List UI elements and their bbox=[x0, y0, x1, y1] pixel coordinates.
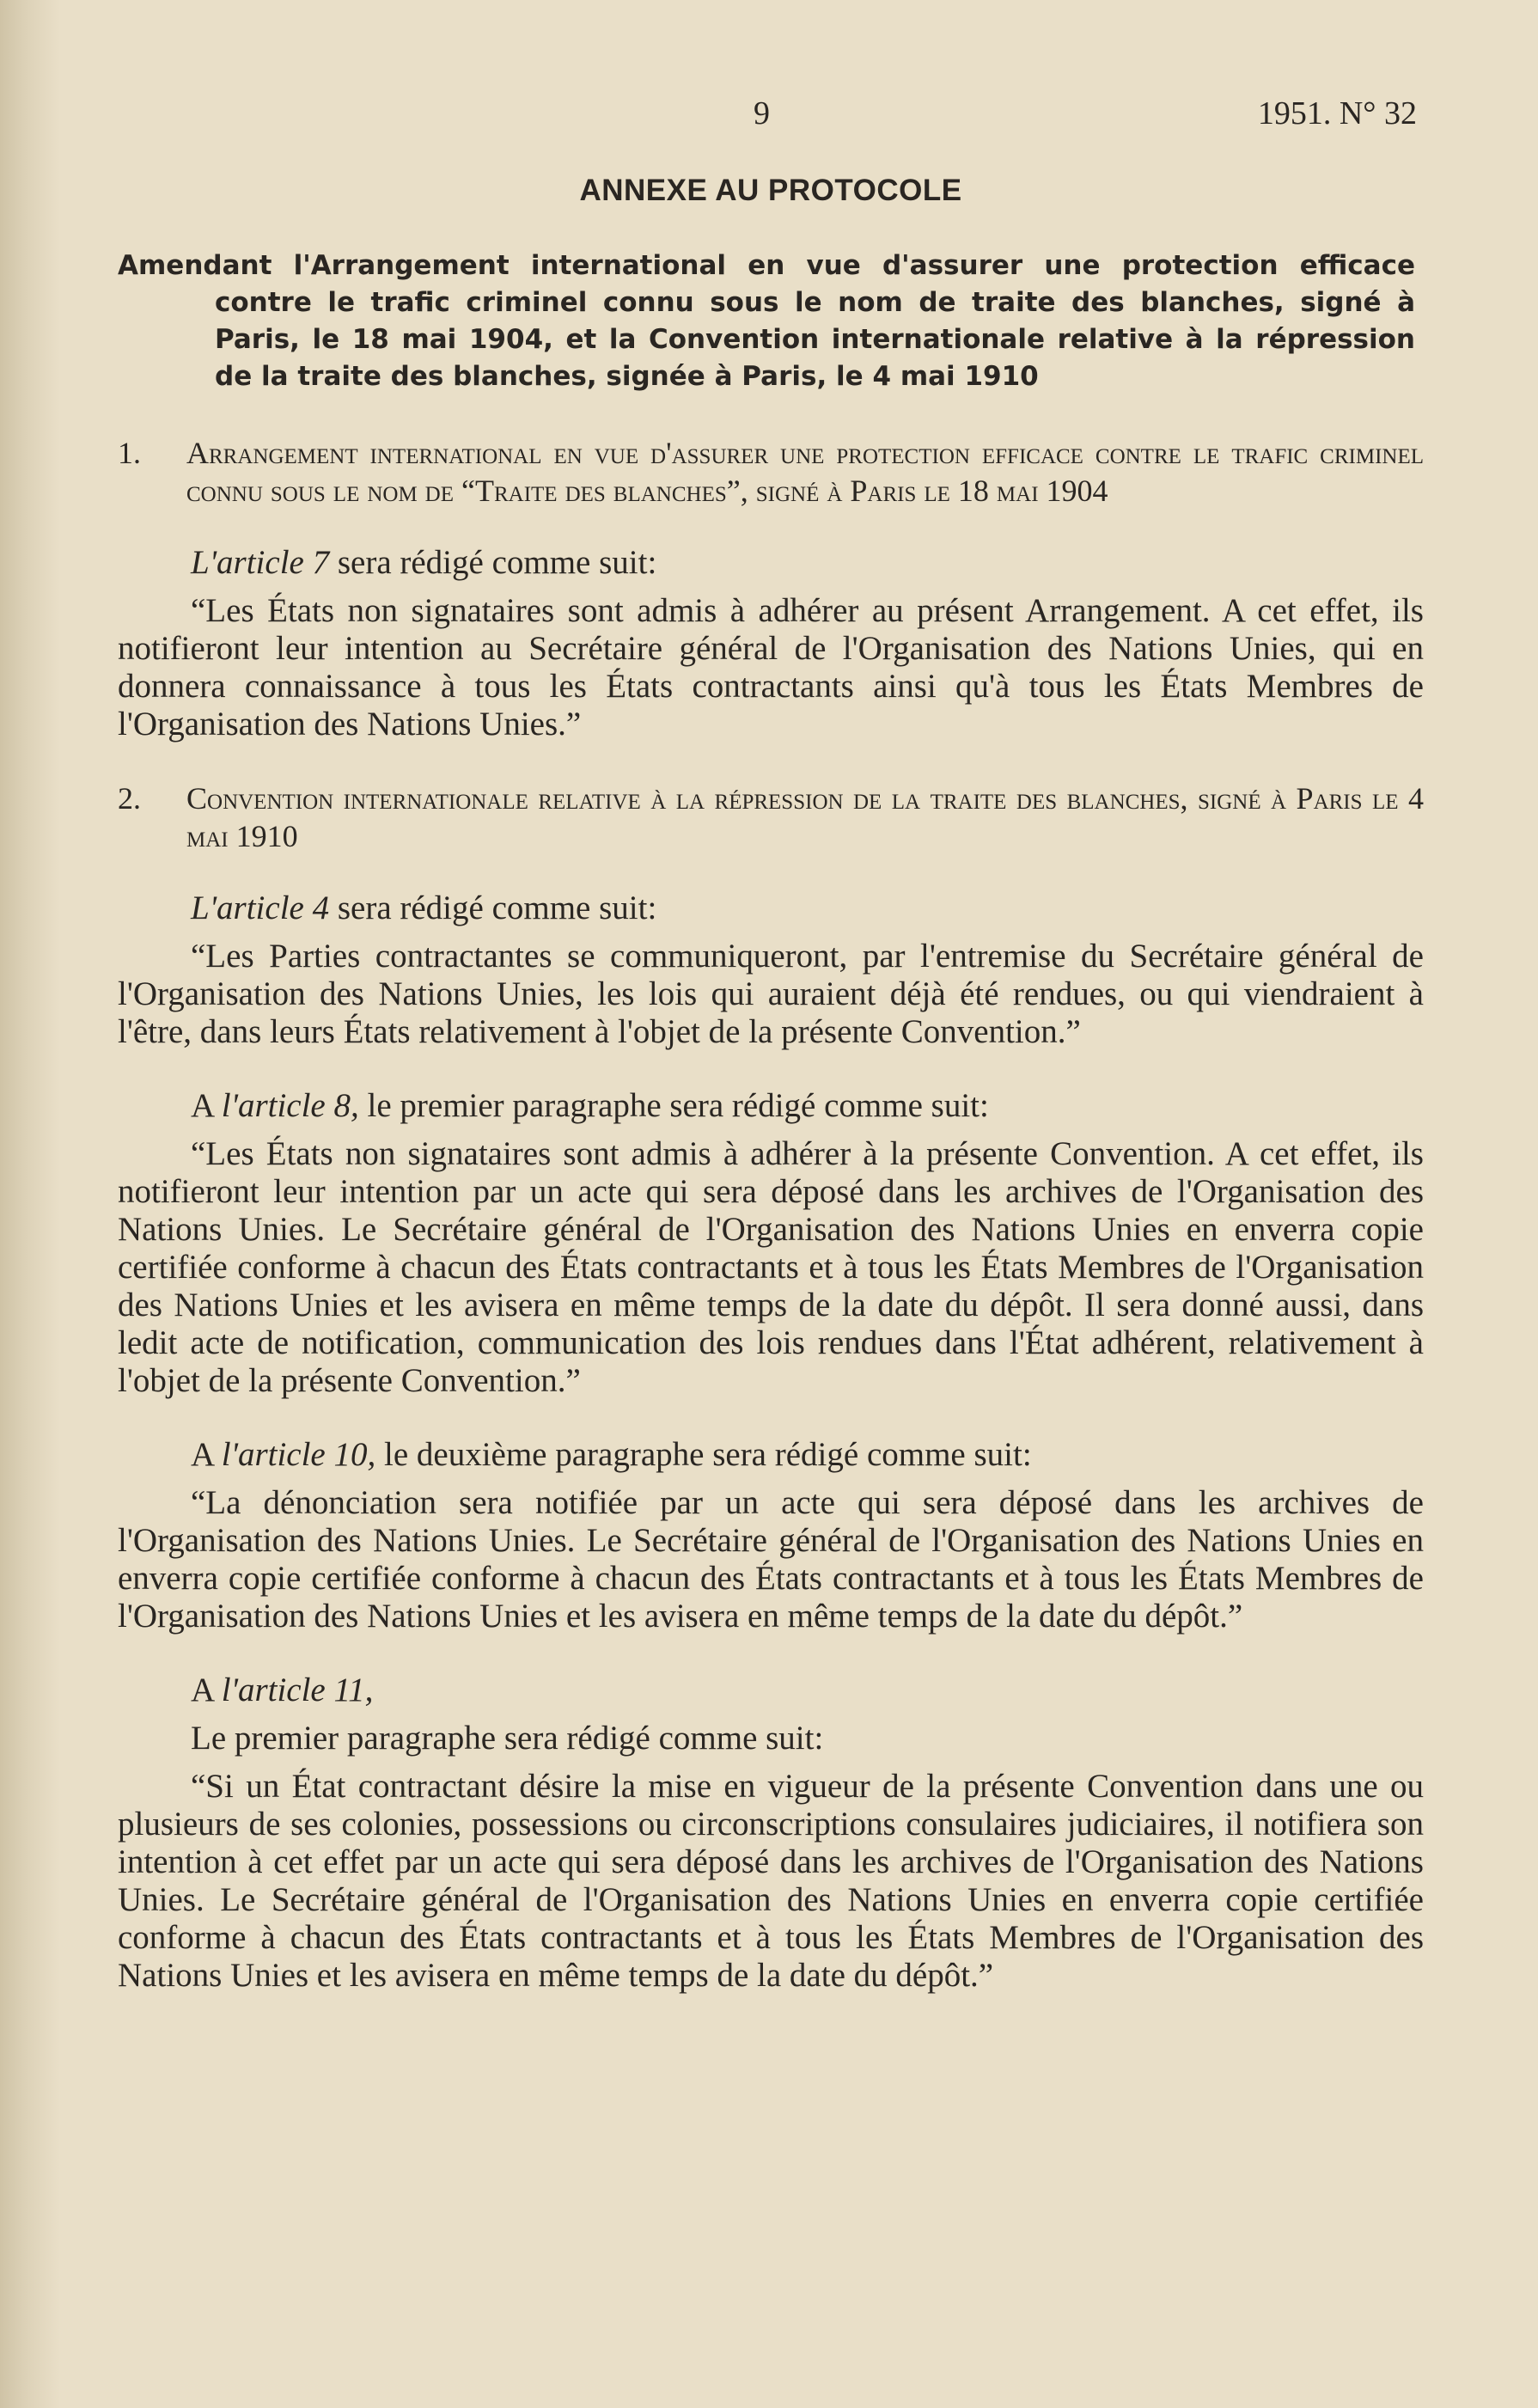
section-1-title: Arrangement international en vue d'assurer une protection efficace contre le trafic criminel connu sous le nom de “Traite des blanches”, signé à Paris le 18 mai 1904 bbox=[186, 436, 1424, 508]
section-2-title: Convention internationale relative à la répression de la traite des blanches, signé à Paris le 4 mai 1910 bbox=[186, 781, 1424, 853]
article-8-quote: “Les États non signataires sont admis à adhérer à la présente Convention. A cet effet, ils notifieront leur intention par un acte qui sera déposé dans les archives de l'Organisation des Nations Unies. Le Secrétaire général de l'Organisation des Nations Unies en enverra copie certifiée conforme à chacun des États contractants et à tous les États Membres de l'Organisation des Nations Unies et les avisera en même temps de la date du dépôt. Il sera donné aussi, dans ledit acte de notification, communication des lois rendues dans l'État adhérent, relativement à l'objet de la présente Convention.” bbox=[118, 1135, 1424, 1399]
article-10-prefix: A bbox=[191, 1436, 222, 1473]
article-8-ref: l'article 8, bbox=[221, 1087, 359, 1124]
article-8-prefix: A bbox=[191, 1087, 222, 1124]
document-body bbox=[118, 434, 1424, 1995]
article-7-rest: sera rédigé comme suit: bbox=[329, 544, 657, 581]
article-10-ref: l'article 10, bbox=[221, 1436, 376, 1473]
article-10-quote: “La dénonciation sera notifiée par un acte qui sera déposé dans les archives de l'Organisation des Nations Unies. Le Secrétaire général de l'Organisation des Nations Unies en enverra copie certifiée conforme à chacun des États contractants et à tous les États Membres de l'Organisation des Nations Unies et les avisera en même temps de la date du dépôt.” bbox=[118, 1484, 1424, 1635]
article-11-prefix: A bbox=[191, 1672, 222, 1708]
article-8-rest: le premier paragraphe sera rédigé comme suit: bbox=[358, 1087, 989, 1124]
article-4-ref: L'article 4 bbox=[191, 889, 330, 926]
article-4-rest: sera rédigé comme suit: bbox=[329, 889, 657, 926]
section-2-heading bbox=[118, 779, 1424, 855]
section-1-article-intro bbox=[118, 544, 1424, 582]
article-7-quote: “Les États non signataires sont admis à adhérer au présent Arrangement. A cet effet, ils notifieront leur intention au Secrétaire général de l'Organisation des Nations Unies, qui en donnera connaissance à tous les États contractants ainsi qu'à tous les États Membres de l'Organisation des Nations Unies.” bbox=[118, 592, 1424, 743]
article-11-intro bbox=[118, 1672, 1424, 1709]
page-header bbox=[118, 95, 1424, 138]
article-4-quote: “Les Parties contractantes se communiqueront, par l'entremise du Secrétaire général de l'Organisation des Nations Unies, les lois qui auraient déjà été rendues, ou qui viendraient à l'être, dans leurs États relativement à l'objet de la présente Convention.” bbox=[118, 938, 1424, 1050]
article-8-intro bbox=[118, 1087, 1424, 1125]
treaty-reference: 1951. N° 32 bbox=[1257, 95, 1417, 131]
book-gutter-shadow bbox=[0, 0, 60, 2408]
section-2-number: 2. bbox=[118, 781, 141, 816]
article-10-intro bbox=[118, 1436, 1424, 1474]
article-11-instruction: Le premier paragraphe sera rédigé comme suit: bbox=[191, 1720, 824, 1757]
section-1-number: 1. bbox=[118, 436, 141, 470]
annex-title: ANNEXE AU PROTOCOLE bbox=[579, 174, 962, 207]
section-1-heading bbox=[118, 434, 1424, 510]
page-number: 9 bbox=[754, 95, 770, 131]
article-4-intro bbox=[118, 889, 1424, 927]
amendment-intro: Amendant l'Arrangement international en vue d'assurer une protection efficace contre le trafic criminel connu sous le nom de traite des blanches, signé à Paris, le 18 mai 1904, et la Convention internationale relative à la répression de la traite des blanches, signée à Paris, le 4 mai 1910 bbox=[118, 250, 1415, 392]
article-11-ref: l'article 11, bbox=[221, 1672, 374, 1708]
article-10-rest: le deuxième paragraphe sera rédigé comme suit: bbox=[375, 1436, 1032, 1473]
article-11-quote: “Si un État contractant désire la mise en vigueur de la présente Convention dans une ou plusieurs de ses colonies, possessions ou circonscriptions consulaires judiciaires, il notifiera son intention à cet effet par un acte qui sera déposé dans les archives de l'Organisation des Nations Unies. Le Secrétaire général de l'Organisation des Nations Unies en enverra copie certifiée conforme à chacun des États contractants et à tous les États Membres de l'Organisation des Nations Unies et les avisera en même temps de la date du dépôt.” bbox=[118, 1768, 1424, 1994]
article-7-ref: L'article 7 bbox=[191, 544, 330, 581]
